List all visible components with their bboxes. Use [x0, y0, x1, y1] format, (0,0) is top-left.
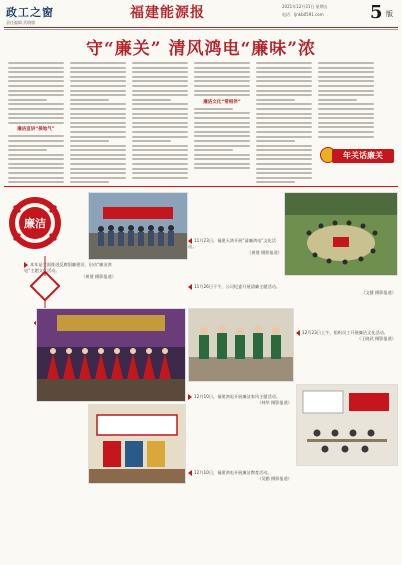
text-line — [70, 94, 126, 96]
photo-classroom — [296, 384, 398, 466]
text-line — [256, 76, 312, 78]
text-line — [194, 80, 250, 82]
text-line — [256, 145, 312, 147]
text-line — [256, 149, 312, 151]
text-line — [8, 135, 64, 137]
text-line — [132, 103, 188, 105]
text-line — [194, 140, 250, 142]
caption-1-text: 11月23日，福建天鸿开展“清廉鸿电”文化活动。 — [188, 238, 276, 249]
text-line — [194, 62, 250, 64]
header-rule-thin — [4, 29, 398, 30]
text-line — [70, 145, 126, 147]
text-line — [318, 71, 374, 73]
edition-info: 电话：ljnkb0591.com — [282, 12, 324, 17]
text-line — [318, 108, 374, 110]
section-title: 政工之窗 — [6, 6, 54, 19]
caption-6-credit: （吴勤 摄影报道） — [257, 476, 292, 481]
text-line — [318, 90, 374, 92]
text-line — [194, 108, 233, 110]
text-line — [70, 158, 126, 160]
text-line — [194, 126, 250, 128]
caption-2-credit: （黄建 摄影报道） — [81, 274, 116, 279]
text-line — [8, 181, 64, 183]
text-line — [132, 177, 188, 179]
text-line — [8, 158, 64, 160]
photo-group-banner — [88, 192, 188, 260]
text-line — [70, 126, 126, 128]
page-number: 5 — [370, 2, 383, 23]
text-line — [132, 168, 188, 170]
text-line — [194, 85, 250, 87]
masthead: 福建能源报 — [130, 5, 205, 21]
text-line — [318, 136, 374, 138]
caption-3-text: 11月26日下午，公司纪委开展清廉主题活动。 — [194, 284, 281, 289]
text-line — [256, 94, 312, 96]
text-line — [256, 172, 312, 174]
text-line — [8, 113, 64, 115]
photo-reading-books — [88, 404, 186, 484]
text-line — [194, 149, 233, 151]
text-line — [194, 67, 250, 69]
main-headline: 守“廉关” 清风鸿电“廉味”浓 — [85, 39, 317, 59]
text-line — [256, 108, 312, 110]
text-line — [194, 145, 250, 147]
text-line — [194, 112, 250, 114]
text-line — [132, 67, 188, 69]
text-line — [70, 168, 126, 170]
text-line — [194, 154, 250, 156]
text-line — [318, 85, 374, 87]
text-line — [70, 113, 126, 115]
text-line — [70, 140, 109, 142]
text-line — [8, 172, 64, 174]
text-line — [256, 140, 295, 142]
text-line — [132, 122, 188, 124]
text-line — [318, 99, 357, 101]
caption-4-text: 12月23日上午，组织员工开展廉洁文化活动。 — [302, 330, 389, 335]
paper-cut-text: 廉洁 — [24, 217, 46, 230]
text-line — [70, 62, 126, 64]
text-line — [256, 131, 312, 133]
text-line — [132, 117, 188, 119]
text-line — [132, 158, 188, 160]
section-subhead: 廉洁文化“常相伴” — [203, 99, 241, 105]
article-column-6 — [318, 62, 374, 144]
text-line — [8, 67, 64, 69]
text-line — [256, 71, 312, 73]
text-line — [194, 167, 250, 169]
text-line — [256, 158, 312, 160]
text-line — [256, 122, 312, 124]
text-line — [70, 136, 126, 138]
text-line — [256, 136, 312, 138]
text-line — [256, 90, 312, 92]
text-line — [132, 149, 188, 151]
text-line — [194, 122, 250, 124]
text-line — [318, 122, 374, 124]
text-line — [8, 62, 64, 64]
text-line — [8, 76, 64, 78]
text-line — [8, 103, 64, 105]
caption-6 — [188, 470, 292, 482]
text-line — [318, 103, 374, 105]
text-line — [8, 108, 64, 110]
text-line — [8, 167, 64, 169]
text-line — [70, 99, 109, 101]
article-column-4 — [194, 62, 250, 184]
text-line — [318, 80, 374, 82]
caption-6-text: 12月10日，福建鸿电开展廉洁教育活动。 — [194, 470, 272, 475]
text-line — [256, 80, 312, 82]
photo-indoor-group — [188, 308, 294, 382]
page-suffix: 版 — [386, 10, 393, 18]
text-line — [194, 90, 250, 92]
text-line — [70, 181, 109, 183]
text-line — [8, 117, 64, 119]
section-subtitle: 责任编辑 武晓敏 — [6, 20, 36, 25]
text-line — [194, 163, 250, 165]
text-line — [70, 149, 126, 151]
text-line — [8, 177, 64, 179]
text-line — [318, 131, 374, 133]
text-line — [8, 71, 64, 73]
caption-4-credit: （王晓武 摄影报道） — [356, 336, 396, 341]
text-line — [132, 140, 171, 142]
caption-arrow-icon — [296, 330, 300, 336]
text-line — [8, 122, 64, 124]
topic-banner: 年关话廉关 — [332, 149, 394, 163]
caption-5-text: 12月10日，福建鸿电开展廉洁家风主题活动。 — [194, 394, 281, 399]
text-line — [132, 99, 171, 101]
caption-3 — [188, 284, 396, 296]
text-line — [8, 99, 47, 101]
text-line — [70, 177, 126, 179]
caption-5-credit: （林华 摄影报道） — [257, 400, 292, 405]
text-line — [256, 154, 312, 156]
text-line — [132, 172, 188, 174]
text-line — [132, 85, 188, 87]
text-line — [318, 94, 374, 96]
article-column-5 — [256, 62, 312, 184]
text-line — [132, 108, 188, 110]
text-line — [194, 76, 250, 78]
text-line — [70, 67, 126, 69]
text-line — [194, 131, 250, 133]
text-line — [256, 168, 312, 170]
text-line — [70, 90, 126, 92]
text-line — [132, 126, 188, 128]
text-line — [318, 76, 374, 78]
text-line — [132, 163, 188, 165]
text-line — [70, 103, 126, 105]
text-line — [132, 71, 188, 73]
text-line — [8, 149, 47, 151]
text-line — [256, 126, 312, 128]
photo-outdoor-activity — [284, 192, 398, 276]
text-line — [8, 145, 64, 147]
text-line — [256, 177, 312, 179]
text-line — [256, 85, 312, 87]
caption-3-credit: （文健 摄影报道） — [361, 290, 396, 295]
text-line — [256, 103, 312, 105]
text-line — [318, 117, 374, 119]
text-line — [194, 117, 250, 119]
text-line — [8, 90, 64, 92]
text-line — [70, 117, 126, 119]
text-line — [70, 71, 126, 73]
caption-2 — [24, 262, 116, 280]
text-line — [8, 80, 64, 82]
section-subhead: 廉洁宣讲“接地气” — [17, 127, 55, 133]
text-line — [132, 145, 188, 147]
text-line — [256, 67, 312, 69]
text-line — [70, 108, 126, 110]
text-line — [70, 76, 126, 78]
article-column-2 — [70, 62, 126, 184]
text-line — [256, 163, 312, 165]
text-line — [132, 113, 188, 115]
section-divider — [4, 186, 398, 187]
caption-2-text: 本年是全面推进反腐倡廉建设，启动“廉洁鸿电”主题文化活动。 — [24, 262, 112, 273]
text-line — [132, 154, 188, 156]
text-line — [70, 172, 126, 174]
text-line — [318, 113, 374, 115]
text-line — [194, 158, 250, 160]
text-line — [132, 94, 188, 96]
text-line — [132, 62, 188, 64]
text-line — [8, 94, 64, 96]
text-line — [70, 122, 126, 124]
text-line — [70, 163, 126, 165]
text-line — [194, 94, 250, 96]
text-line — [70, 154, 126, 156]
text-line — [132, 136, 188, 138]
text-line — [132, 80, 188, 82]
article-column-1 — [8, 62, 64, 184]
header-rule — [4, 27, 398, 28]
text-line — [70, 80, 126, 82]
text-line — [132, 131, 188, 133]
text-line — [8, 140, 64, 142]
text-line — [256, 181, 295, 183]
paper-cut-art — [4, 194, 66, 252]
text-line — [8, 163, 64, 165]
text-line — [8, 154, 64, 156]
text-line — [132, 90, 188, 92]
text-line — [256, 62, 312, 64]
caption-arrow-icon — [188, 394, 192, 400]
text-line — [318, 126, 374, 128]
caption-1 — [188, 238, 282, 256]
caption-1-credit: （黄建 摄影报道） — [247, 250, 282, 255]
text-line — [70, 131, 126, 133]
text-line — [194, 71, 250, 73]
photo-stage-performance — [36, 308, 186, 402]
text-line — [318, 67, 374, 69]
text-line — [256, 117, 312, 119]
text-line — [194, 135, 250, 137]
issue-date: 2021年12月31日 星期五 — [282, 4, 328, 9]
caption-4 — [296, 330, 396, 342]
caption-5 — [188, 394, 292, 406]
text-line — [318, 62, 374, 64]
caption-arrow-icon — [188, 470, 192, 476]
text-line — [256, 113, 312, 115]
caption-arrow-icon — [188, 284, 192, 290]
text-line — [132, 76, 188, 78]
text-line — [70, 85, 126, 87]
text-line — [8, 85, 64, 87]
article-column-3 — [132, 62, 188, 184]
text-line — [256, 99, 295, 101]
